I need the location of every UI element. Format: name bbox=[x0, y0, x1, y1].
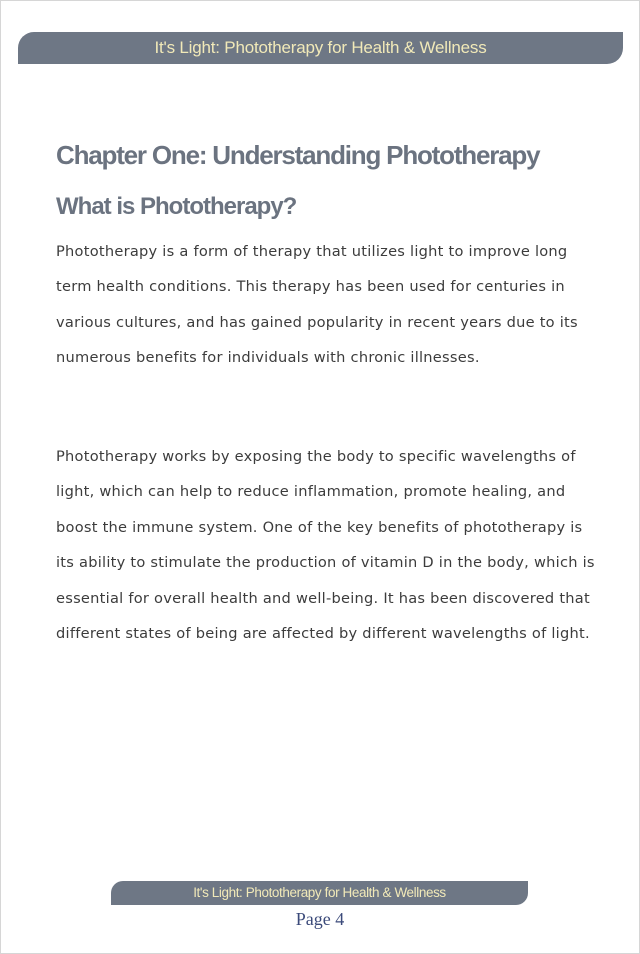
chapter-title: Chapter One: Understanding Phototherapy bbox=[56, 140, 540, 170]
section-title: What is Phototherapy? bbox=[56, 193, 297, 220]
footer-title: It's Light: Phototherapy for Health & Wellness bbox=[193, 885, 446, 900]
body-paragraph-1: Phototherapy is a form of therapy that utilizes light to improve long term health conditions. This therapy has been used for centuries in various cultures, and has gained popularity in recent years due to its numerous benefits for individuals with chronic illnesses. bbox=[56, 243, 578, 367]
body-paragraph-2: Phototherapy works by exposing the body to specific wavelengths of light, which can help to reduce inflammation, promote healing, and boost the immune system. One of the key benefits of phototherapy is its ability to stimulate the production of vitamin D in the body, which is essential for overall health and well-being. It has been discovered that different states of being are affected by different wavelengths of light. bbox=[56, 448, 595, 643]
header-title: It's Light: Phototherapy for Health & Wellness bbox=[154, 38, 487, 57]
page-number: Page 4 bbox=[295, 909, 345, 929]
